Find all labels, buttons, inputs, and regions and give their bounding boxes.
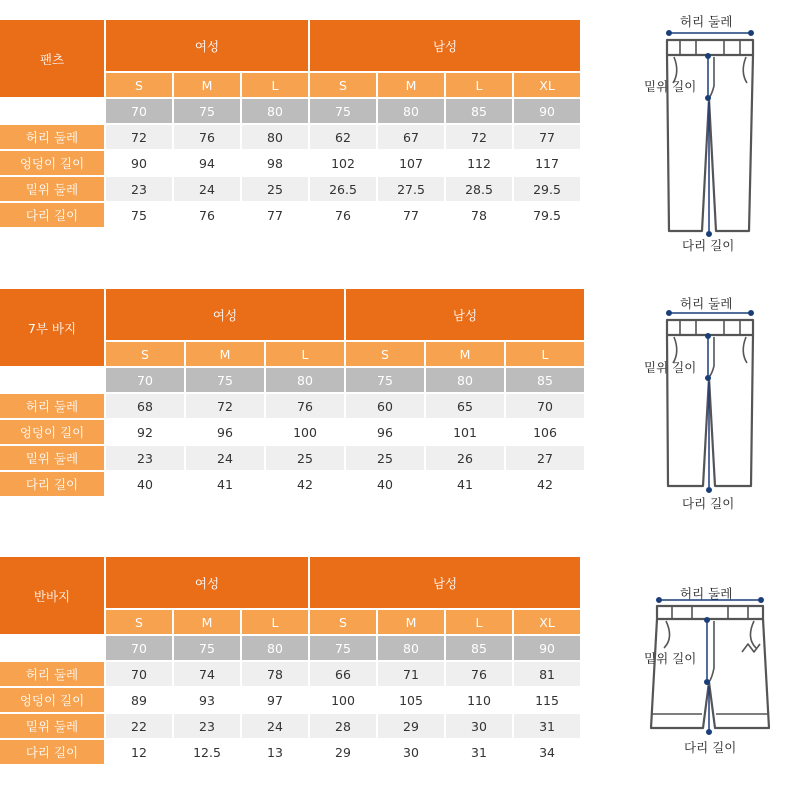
size-label: S	[310, 73, 376, 97]
cell: 112	[446, 151, 512, 175]
cell: 92	[106, 420, 184, 444]
table-row	[0, 688, 580, 712]
waist-number: 85	[446, 636, 512, 660]
cell: 24	[242, 714, 308, 738]
cell: 76	[174, 125, 240, 149]
women-header: 여성	[106, 20, 308, 71]
table-title: 반바지	[0, 557, 104, 634]
cell: 96	[346, 420, 424, 444]
table-title: 7부 바지	[0, 289, 104, 366]
diagram-rise-label: 밑위 길이	[644, 651, 697, 666]
cell: 98	[242, 151, 308, 175]
waist-number: 75	[310, 99, 376, 123]
cell: 72	[106, 125, 172, 149]
cell: 70	[506, 394, 584, 418]
cell: 72	[446, 125, 512, 149]
cell: 66	[310, 662, 376, 686]
cell: 24	[174, 177, 240, 201]
table-row	[0, 446, 584, 470]
cell: 67	[378, 125, 444, 149]
row-label: 밑위 둘레	[0, 714, 104, 738]
cell: 76	[310, 203, 376, 227]
cell: 31	[514, 714, 580, 738]
waist-number: 75	[310, 636, 376, 660]
cell: 89	[106, 688, 172, 712]
cell: 40	[106, 472, 184, 496]
cell: 107	[378, 151, 444, 175]
waist-number: 75	[174, 99, 240, 123]
size-label: XL	[514, 610, 580, 634]
waist-number: 85	[446, 99, 512, 123]
cell: 29	[378, 714, 444, 738]
row-label: 엉덩이 길이	[0, 688, 104, 712]
waist-number: 90	[514, 636, 580, 660]
size-label: L	[242, 610, 308, 634]
table-row	[0, 177, 580, 201]
cell: 23	[174, 714, 240, 738]
table-row	[0, 151, 580, 175]
cell: 42	[506, 472, 584, 496]
row-label: 밑위 둘레	[0, 177, 104, 201]
cell: 41	[186, 472, 264, 496]
size-label: M	[186, 342, 264, 366]
size-label: M	[174, 73, 240, 97]
waist-number: 80	[378, 636, 444, 660]
cell: 12.5	[174, 740, 240, 764]
cell: 29.5	[514, 177, 580, 201]
cell: 29	[310, 740, 376, 764]
size-label: M	[174, 610, 240, 634]
size-label: L	[446, 73, 512, 97]
size-label: L	[446, 610, 512, 634]
size-label: S	[106, 73, 172, 97]
cell: 40	[346, 472, 424, 496]
cell: 23	[106, 177, 172, 201]
cell: 77	[242, 203, 308, 227]
cell: 101	[426, 420, 504, 444]
cell: 25	[266, 446, 344, 470]
cell: 71	[378, 662, 444, 686]
cell: 75	[106, 203, 172, 227]
cell: 60	[346, 394, 424, 418]
table-row	[0, 420, 584, 444]
row-label: 다리 길이	[0, 203, 104, 227]
cell: 31	[446, 740, 512, 764]
cell: 93	[174, 688, 240, 712]
waist-number: 80	[266, 368, 344, 392]
cell: 78	[446, 203, 512, 227]
cell: 76	[266, 394, 344, 418]
cell: 12	[106, 740, 172, 764]
waist-number: 80	[242, 99, 308, 123]
cell: 30	[378, 740, 444, 764]
size-label: M	[426, 342, 504, 366]
size-label: L	[266, 342, 344, 366]
cell: 27.5	[378, 177, 444, 201]
table-row	[0, 125, 580, 149]
pants-diagram	[640, 26, 780, 241]
size-label: S	[346, 342, 424, 366]
diagram-leg-label: 다리 길이	[684, 740, 737, 755]
cell: 62	[310, 125, 376, 149]
cell: 25	[346, 446, 424, 470]
waist-number: 80	[378, 99, 444, 123]
row-label: 엉덩이 길이	[0, 151, 104, 175]
cell: 74	[174, 662, 240, 686]
cell: 78	[242, 662, 308, 686]
size-label: L	[242, 73, 308, 97]
waist-number: 80	[242, 636, 308, 660]
cell: 81	[514, 662, 580, 686]
waist-number: 85	[506, 368, 584, 392]
women-header: 여성	[106, 289, 344, 340]
table-title: 팬츠	[0, 20, 104, 97]
diagram-leg-label: 다리 길이	[682, 238, 735, 253]
size-label: S	[106, 610, 172, 634]
cell: 26	[426, 446, 504, 470]
cell: 72	[186, 394, 264, 418]
cell: 23	[106, 446, 184, 470]
row-label: 허리 둘레	[0, 394, 104, 418]
shorts-diagram	[640, 596, 780, 741]
cell: 100	[266, 420, 344, 444]
cell: 28	[310, 714, 376, 738]
diagram-waist-label: 허리 둘레	[680, 296, 733, 311]
cell: 30	[446, 714, 512, 738]
cell: 34	[514, 740, 580, 764]
row-label: 허리 둘레	[0, 125, 104, 149]
cell: 110	[446, 688, 512, 712]
women-header: 여성	[106, 557, 308, 608]
diagram-waist-label: 허리 둘레	[680, 586, 733, 601]
cell: 76	[446, 662, 512, 686]
cell: 28.5	[446, 177, 512, 201]
waist-number: 70	[106, 636, 172, 660]
cell: 77	[378, 203, 444, 227]
size-label: S	[310, 610, 376, 634]
cell: 102	[310, 151, 376, 175]
waist-number: 70	[106, 99, 172, 123]
cell: 117	[514, 151, 580, 175]
waist-number: 75	[346, 368, 424, 392]
waist-number: 90	[514, 99, 580, 123]
cell: 70	[106, 662, 172, 686]
row-label: 엉덩이 길이	[0, 420, 104, 444]
waist-number: 75	[174, 636, 240, 660]
table-row	[0, 394, 584, 418]
waist-number: 75	[186, 368, 264, 392]
table-row	[0, 740, 580, 764]
cell: 80	[242, 125, 308, 149]
table-row	[0, 472, 584, 496]
diagram-rise-label: 밑위 길이	[644, 79, 697, 94]
cell: 41	[426, 472, 504, 496]
size-table-capri	[0, 287, 586, 498]
cell: 96	[186, 420, 264, 444]
waist-number: 70	[106, 368, 184, 392]
diagram-rise-label: 밑위 길이	[644, 360, 697, 375]
cell: 42	[266, 472, 344, 496]
table-row	[0, 203, 580, 227]
diagram-leg-label: 다리 길이	[682, 496, 735, 511]
cell: 97	[242, 688, 308, 712]
cell: 79.5	[514, 203, 580, 227]
size-label: S	[106, 342, 184, 366]
cell: 25	[242, 177, 308, 201]
row-label: 다리 길이	[0, 740, 104, 764]
cell: 68	[106, 394, 184, 418]
size-table-pants	[0, 18, 582, 229]
cell: 22	[106, 714, 172, 738]
cell: 65	[426, 394, 504, 418]
cell: 90	[106, 151, 172, 175]
cell: 77	[514, 125, 580, 149]
cell: 26.5	[310, 177, 376, 201]
capri-diagram	[640, 306, 780, 496]
cell: 106	[506, 420, 584, 444]
size-label: XL	[514, 73, 580, 97]
row-label: 다리 길이	[0, 472, 104, 496]
size-label: M	[378, 610, 444, 634]
cell: 27	[506, 446, 584, 470]
row-label: 허리 둘레	[0, 662, 104, 686]
size-label: L	[506, 342, 584, 366]
size-table-shorts	[0, 555, 582, 766]
men-header: 남성	[310, 557, 580, 608]
cell: 94	[174, 151, 240, 175]
row-label: 밑위 둘레	[0, 446, 104, 470]
waist-number: 80	[426, 368, 504, 392]
men-header: 남성	[310, 20, 580, 71]
cell: 76	[174, 203, 240, 227]
men-header: 남성	[346, 289, 584, 340]
cell: 24	[186, 446, 264, 470]
size-label: M	[378, 73, 444, 97]
cell: 105	[378, 688, 444, 712]
table-row	[0, 662, 580, 686]
diagram-waist-label: 허리 둘레	[680, 14, 733, 29]
cell: 13	[242, 740, 308, 764]
table-row	[0, 714, 580, 738]
cell: 115	[514, 688, 580, 712]
cell: 100	[310, 688, 376, 712]
